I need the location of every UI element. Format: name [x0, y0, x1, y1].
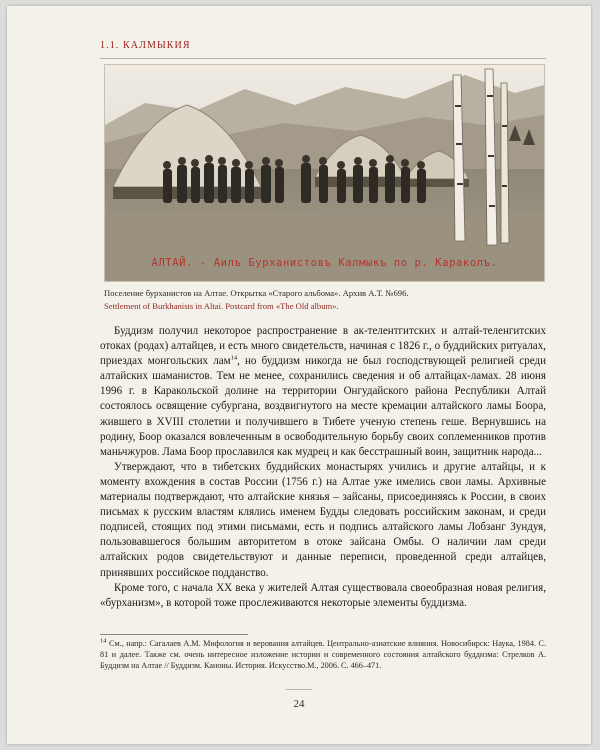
footnote-text: См., напр.: Сагалаев А.М. Мифология и верования алтайцев. Центрально-азиатские влияния. Новосибирск: Наука, 1984. С. 81 и далее. Также см. очень интересное изложение истории и современного состояния алтайского буддизма: Стрелков А. Буддизм на Алтае // Буддизм. Каноны. История. Искусство.М., 2006. С. 466–471. — [100, 639, 546, 671]
paragraph-2 — [100, 460, 546, 581]
page-footer — [7, 680, 591, 710]
footnote — [100, 638, 546, 672]
historical-photograph — [104, 64, 545, 282]
page-number: 24 — [293, 698, 305, 710]
paragraph-text: Буддизм получил некоторое распространение в ак-телентгитских и алтай-теленгитских отоках (родах) алтайцев, и есть много свидетельств, начиная с 1826 г., о буддийских ритуалах, приездах монгольских лам — [100, 325, 546, 368]
page-number-rule — [286, 689, 312, 690]
header-rule — [100, 58, 546, 59]
paragraph-text: Утверждают, что в тибетских буддийских монастырях учились и другие алтайцы, и к моменту вхождения в состав России (1756 г.) на Алтае уже имелись свои ламы. Архивные материалы подтверждают, что алтайские князья – зайсаны, присоединяясь к России, в своих письмах к русским властям клялись именем Будды следовать российским законам, и среди подписей, стоящих под этими письмами, есть и подпись алтайского ламы Лобзанг Зундуя, пользовавшегося большим авторитетом в отоке зайсана Омбы. О наличии лам среди алтайских родов свидетельствуют и данные переписи, проведенной среди алтайцев, принявших российское подданство. — [100, 460, 546, 579]
book-page — [7, 6, 591, 744]
paragraph-text: , но буддизм никогда не был господствующей религией среди алтайских шаманистов. Тем не менее, сохранились сведения и об алтайцах-ламах. 28 июня 1996 г. в Каракольской долине на территории Онгудайского района Республики Алтай состоялось освящение субургана, воздвигнутого на месте кремации алтайского ламы Боора, жившего в XVIII столетии и получившего в Тибете ученую степень геше. Вернувшись на родину, Боор оказался вовлеченным в освободительную борьбу своих соплеменников против маньчжуров. Лама Боор прославился как мудрец и как бесстрашный воин, защитник народа... — [100, 355, 547, 458]
photo-scene-illustration — [105, 65, 544, 281]
paragraph-text: Кроме того, с начала XX века у жителей Алтая существовала своеобразная новая религия, «бурханизм», в которой тоже прослеживаются некоторые элементы буддизма. — [100, 581, 546, 609]
footnote-rule — [100, 634, 248, 635]
photo-caption-russian: Поселение бурханистов на Алтае. Открытка «Старого альбома». Архив А.Т. №696. — [104, 288, 409, 298]
photo-inscription: АЛТАЙ. - Аилъ Бурханистовъ Калмыкъ по р. Караколъ. — [151, 257, 498, 269]
footnote-ref: 14 — [230, 354, 238, 362]
paragraph-1 — [100, 324, 546, 460]
paragraph-3 — [100, 581, 546, 611]
footnote-number: 14 — [100, 637, 107, 645]
photo-caption-english: Settlement of Burkhanists in Altai. Postcard from «The Old album». — [104, 301, 339, 311]
running-head: 1.1. КАЛМЫКИЯ — [100, 40, 191, 51]
main-body-text — [100, 324, 546, 611]
